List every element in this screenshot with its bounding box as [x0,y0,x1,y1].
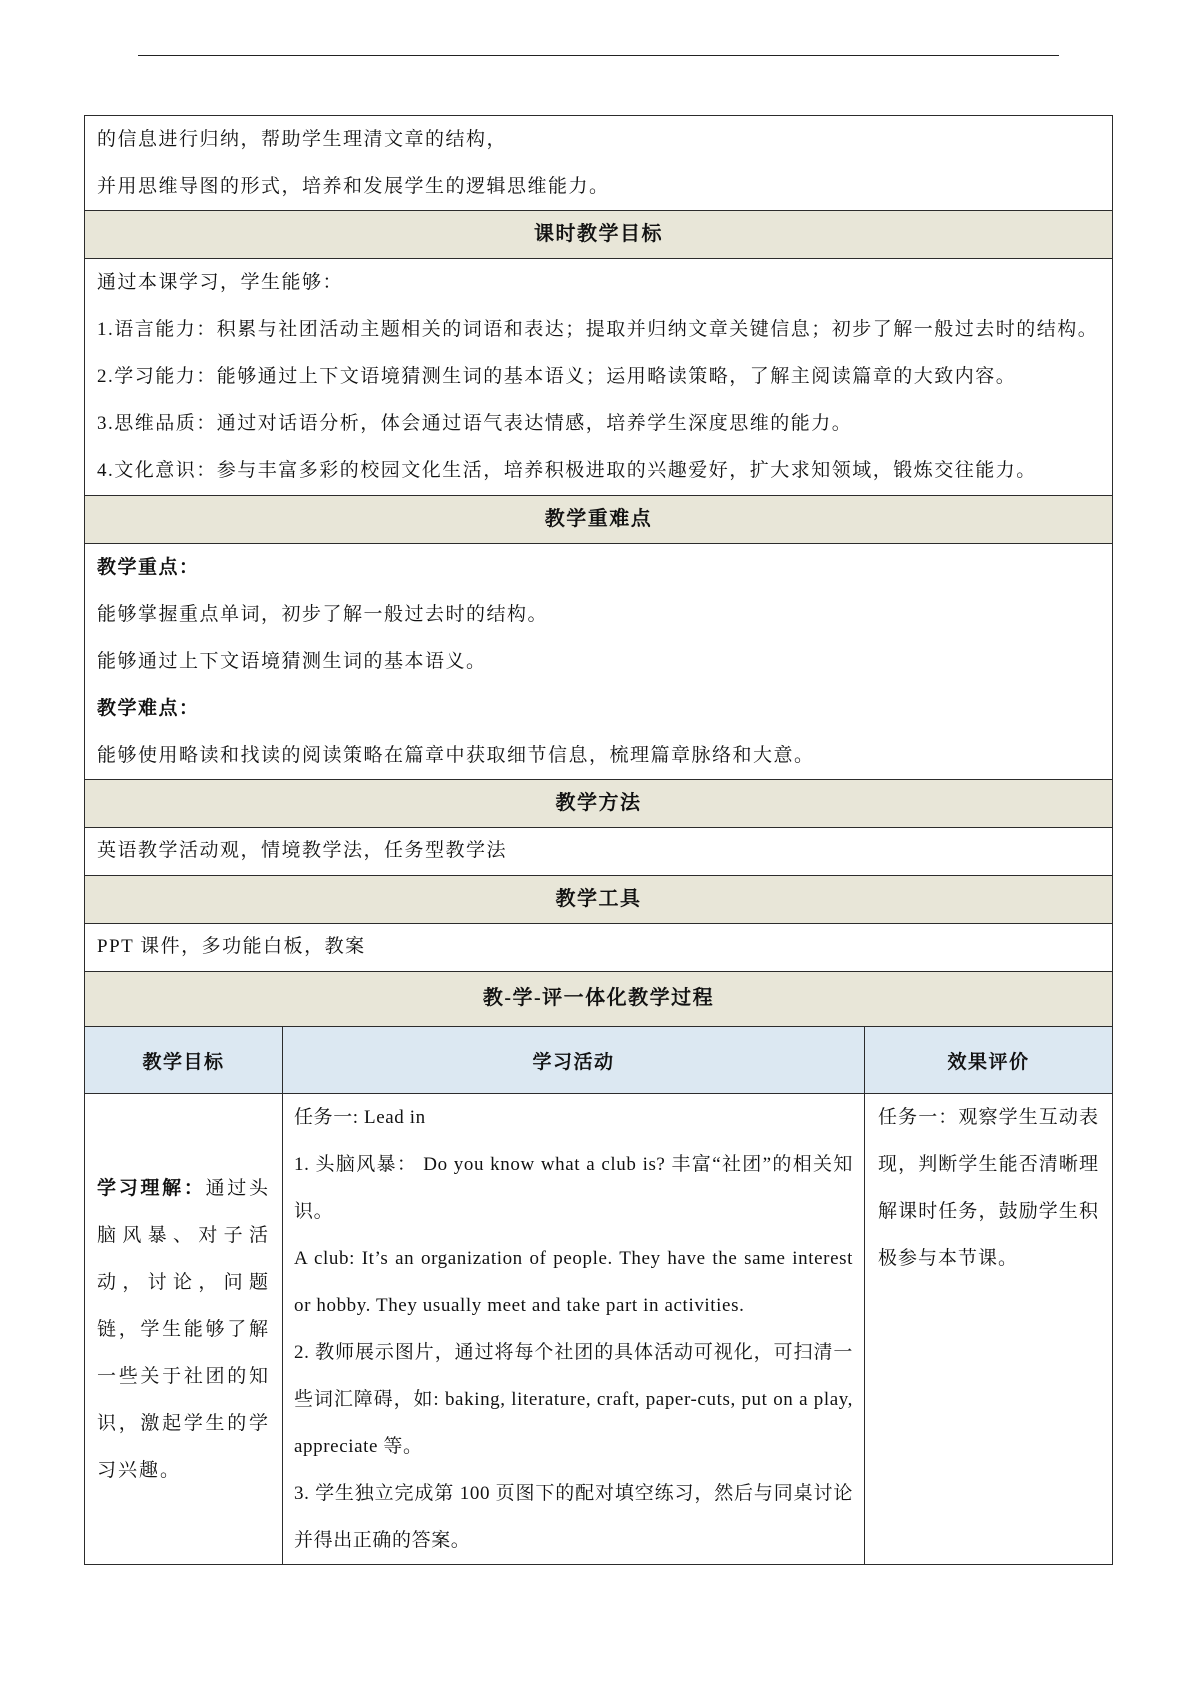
column-header-activity: 学习活动 [282,1027,864,1093]
objective-item: 3.思维品质：通过对话语分析，体会通过语气表达情感，培养学生深度思维的能力。 [97,413,853,434]
difficulty-label: 教学难点： [97,698,200,719]
focus-label: 教学重点： [97,557,200,578]
section-heading-objectives: 课时教学目标 [85,210,1112,258]
intro-line: 并用思维导图的形式，培养和发展学生的逻辑思维能力。 [97,176,610,197]
activity-cell [282,1094,864,1564]
column-header-evaluation: 效果评价 [864,1027,1112,1093]
column-header-goal: 教学目标 [142,1051,225,1073]
process-body-row [85,1093,1112,1564]
activity-item: 3. 学生独立完成第 100 页图下的配对填空练习，然后与同桌讨论并得出正确的答案。 [294,1483,853,1551]
section-heading-key-points: 教学重难点 [85,495,1112,543]
goal-cell [85,1094,282,1564]
page-header-rule [138,55,1059,56]
evaluation-text: 任务一：观察学生互动表现，判断学生能否清晰理解课时任务，鼓励学生积极参与本节课。 [878,1107,1099,1269]
activity-item: A club: It’s an organization of people. They have the same interest or hobby. They usually meet and take part in activities. [294,1248,853,1316]
methods-cell [85,827,1112,875]
evaluation-cell [864,1094,1112,1564]
tools-text: PPT 课件，多功能白板，教案 [97,936,366,957]
section-heading-methods: 教学方法 [85,779,1112,827]
activity-item: 2. 教师展示图片，通过将每个社团的具体活动可视化，可扫清一些词汇障碍，如: baking, literature, craft, paper-cuts, put on a play, appreciate 等。 [294,1342,853,1457]
focus-item: 能够掌握重点单词，初步了解一般过去时的结构。 [97,604,549,625]
goal-paragraph [97,1165,270,1494]
intro-cell [85,116,1112,210]
goal-label: 学习理解： [97,1177,206,1199]
goal-text: 通过头脑风暴、对子活动，讨论，问题链，学生能够了解一些关于社团的知识，激起学生的学习兴趣。 [97,1177,270,1481]
objective-item: 2.学习能力：能够通过上下文语境猜测生词的基本语义；运用略读策略，了解主阅读篇章的大致内容。 [97,366,1017,387]
objective-intro: 通过本课学习，学生能够： [97,272,344,293]
objective-item: 1.语言能力：积累与社团活动主题相关的词语和表达；提取并归纳文章关键信息；初步了解一般过去时的结构。 [97,319,1099,340]
activity-item: 1. 头脑风暴： Do you know what a club is? 丰富“社团”的相关知识。 [294,1154,853,1222]
process-column-header-row [85,1026,1112,1093]
key-points-cell [85,543,1112,779]
intro-line: 的信息进行归纳，帮助学生理清文章的结构， [97,129,508,150]
focus-item: 能够通过上下文语境猜测生词的基本语义。 [97,651,487,672]
objective-item: 4.文化意识：参与丰富多彩的校园文化生活，培养积极进取的兴趣爱好，扩大求知领域，锻炼交往能力。 [97,460,1037,481]
section-heading-tools: 教学工具 [85,875,1112,923]
activity-task-title: 任务一: Lead in [294,1107,426,1128]
objectives-cell [85,258,1112,495]
difficulty-item: 能够使用略读和找读的阅读策略在篇章中获取细节信息，梳理篇章脉络和大意。 [97,745,815,766]
methods-text: 英语教学活动观，情境教学法，任务型教学法 [97,840,508,861]
lesson-plan-table [84,115,1113,1565]
section-heading-process: 教-学-评一体化教学过程 [85,971,1112,1026]
tools-cell [85,923,1112,971]
